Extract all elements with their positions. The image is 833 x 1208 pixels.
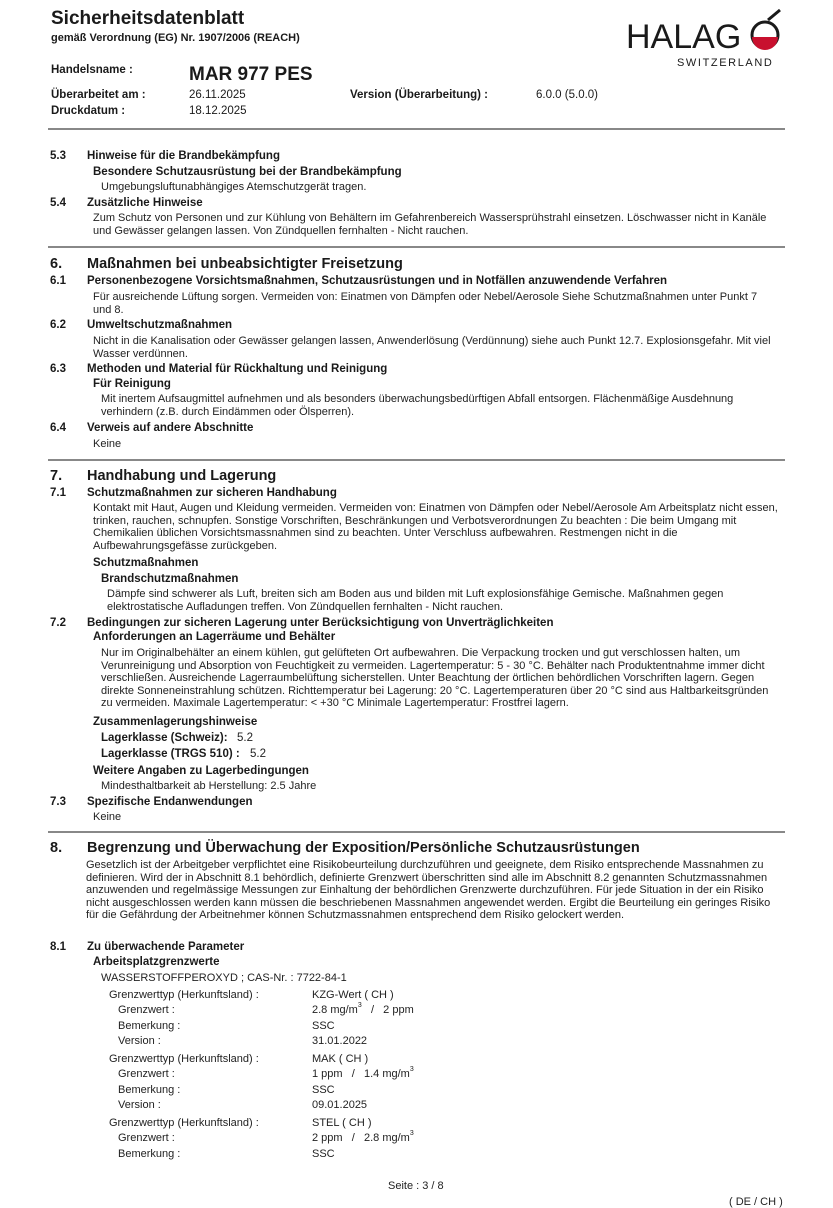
version-label: Version : bbox=[118, 1099, 161, 1111]
limit-value: 2 ppm / 2.8 $mg/m^3$ bbox=[312, 1130, 414, 1144]
limit-type-value: KZG-Wert ( CH ) bbox=[312, 989, 394, 1001]
paragraph: Dämpfe sind schwerer als Luft, breiten sich am Boden aus und bilden mit Luft explosionsfähige Gemische. Maßnahmen gegen elektrostatische Aufladungen treffen. Von Zündquellen fernhalten - Nicht rauchen. bbox=[107, 588, 724, 613]
storage-class-trgs-value: 5.2 bbox=[250, 748, 266, 760]
chapter-title: Maßnahmen bei unbeabsichtigter Freisetzung bbox=[87, 256, 403, 272]
chapter-title: Handhabung und Lagerung bbox=[87, 468, 277, 484]
version-value: 31.01.2022 bbox=[312, 1035, 368, 1047]
section-heading: Methoden und Material für Rückhaltung und Reinigung bbox=[87, 363, 388, 375]
version-label: Version : bbox=[118, 1035, 161, 1047]
trade-name-label: Handelsname : bbox=[51, 64, 133, 76]
paragraph: Umgebungsluftunabhängiges Atemschutzgerät tragen. bbox=[101, 181, 367, 193]
paragraph: Keine bbox=[93, 811, 122, 823]
section-divider bbox=[48, 459, 785, 461]
subsection-heading: Schutzmaßnahmen bbox=[93, 557, 199, 569]
version-label: Version (Überarbeitung) : bbox=[350, 89, 489, 101]
paragraph: Kontakt mit Haut, Augen und Kleidung vermeiden. Vermeiden von: Einatmen von Dämpfen oder Nebel/Aerosole Am Arbeitsplatz nicht essen, trinken, rauchen, schnupfen. Sonstige Vorschriften, Beschränkungen und Verbotsverordnungen Zu beachten : Die beim Umgang mit Chemikalien üblichen Vorsichtsmassnahmen sind zu beachten. Unter Verschluss aufbewahren. Restmengen nicht in die Aufbewahrungsgefässe zurückgeben. bbox=[93, 502, 778, 552]
section-heading: Schutzmaßnahmen zur sicheren Handhabung bbox=[87, 487, 337, 499]
limit-type-label: Grenzwerttyp (Herkunftsland) : bbox=[109, 989, 259, 1001]
storage-class-ch-label: Lagerklasse (Schweiz): bbox=[101, 732, 228, 744]
chapter-number: 6. bbox=[50, 256, 63, 272]
limit-type-value: MAK ( CH ) bbox=[312, 1053, 369, 1065]
limit-label: Grenzwert : bbox=[118, 1132, 175, 1144]
limit-value: 2.8 $mg/m^3$ / 2 ppm bbox=[312, 1002, 414, 1016]
section-heading: Personenbezogene Vorsichtsmaßnahmen, Schutzausrüstungen und in Notfällen anzuwendende Verfahren bbox=[87, 275, 667, 287]
revised-label: Überarbeitet am : bbox=[51, 89, 146, 101]
section-heading: Zusätzliche Hinweise bbox=[87, 197, 203, 209]
paragraph: Gesetzlich ist der Arbeitgeber verpflichtet eine Risikobeurteilung durchzuführen und geeignete, dem Risiko entsprechende Massnahmen zu definieren. Wird der in Abschnitt 8.1 behördlich, definierte Grenzwert überschritten sind alle im Abschnitt 8.2 genannten Schutzmassnahmen anzuwenden und regelmässige Messungen zur Einhaltung der behördlichen Grenzwerte durchzuführen. Für jede Situation in der ein Risiko nicht ausgeschlossen werden kann müssen die beschriebenen Massnahmen angewendet werden. Ergibt die Beurteilung ein geringes Risiko für die Gefährdung der Arbeitnehmer können Schutzmassnahmen entsprechend dem Risiko gelockert werden. bbox=[86, 859, 771, 922]
paragraph: Mindesthaltbarkeit ab Herstellung: 2.5 Jahre bbox=[101, 780, 317, 792]
limit-type-label: Grenzwerttyp (Herkunftsland) : bbox=[109, 1053, 259, 1065]
limit-label: Grenzwert : bbox=[118, 1004, 175, 1016]
section-number: 6.1 bbox=[50, 275, 66, 287]
limit-type-value: STEL ( CH ) bbox=[312, 1117, 372, 1129]
header-divider bbox=[48, 128, 785, 130]
chapter-number: 8. bbox=[50, 840, 63, 856]
subsection-heading: Für Reinigung bbox=[93, 378, 171, 390]
note-label: Bemerkung : bbox=[118, 1084, 181, 1096]
section-heading: Zu überwachende Parameter bbox=[87, 941, 245, 953]
version-value: 6.0.0 (5.0.0) bbox=[536, 89, 599, 101]
paragraph: Keine bbox=[93, 438, 122, 450]
subsection-heading: Zusammenlagerungshinweise bbox=[93, 716, 258, 728]
halag-logo-icon bbox=[620, 6, 785, 70]
storage-class-trgs-label: Lagerklasse (TRGS 510) : bbox=[101, 748, 240, 760]
paragraph: Zum Schutz von Personen und zur Kühlung von Behältern im Gefahrenbereich Wassersprühstrahl einsetzen. Löschwasser nicht in Kanäle und Gewässer gelangen lassen. Von Zündquellen fernhalten - Nicht rauchen. bbox=[93, 212, 767, 237]
language-code: ( DE / CH ) bbox=[729, 1196, 783, 1208]
print-date-value: 18.12.2025 bbox=[189, 105, 247, 117]
limit-label: Grenzwert : bbox=[118, 1068, 175, 1080]
note-value: SSC bbox=[312, 1020, 335, 1032]
limit-type-label: Grenzwerttyp (Herkunftsland) : bbox=[109, 1117, 259, 1129]
section-divider bbox=[48, 831, 785, 833]
section-number: 6.3 bbox=[50, 363, 66, 375]
subsection-heading: Brandschutzmaßnahmen bbox=[101, 573, 239, 585]
note-value: SSC bbox=[312, 1084, 335, 1096]
chapter-number: 7. bbox=[50, 468, 63, 484]
subsection-heading: Besondere Schutzausrüstung bei der Brandbekämpfung bbox=[93, 166, 402, 178]
paragraph: Nicht in die Kanalisation oder Gewässer gelangen lassen, Anwenderlösung (Verdünnung) siehe auch Punkt 12.7. Explosionsgefahr. Mit viel Wasser verdünnen. bbox=[93, 335, 771, 360]
section-number: 7.3 bbox=[50, 796, 66, 808]
storage-class-ch-value: 5.2 bbox=[237, 732, 253, 744]
section-number: 6.4 bbox=[50, 422, 66, 434]
limit-value: 1 ppm / 1.4 $mg/m^3$ bbox=[312, 1066, 414, 1080]
svg-text:SWITZERLAND: SWITZERLAND bbox=[677, 57, 774, 69]
paragraph: Mit inertem Aufsaugmittel aufnehmen und als besonders überwachungsbedürftigen Abfall entsorgen. Flächenmäßige Ausdehnung verhindern (z.B. durch Eindämmen oder Ölsperren). bbox=[101, 393, 734, 418]
document-subtitle: gemäß Verordnung (EG) Nr. 1907/2006 (REACH) bbox=[51, 32, 300, 44]
section-heading: Spezifische Endanwendungen bbox=[87, 796, 253, 808]
note-label: Bemerkung : bbox=[118, 1148, 181, 1160]
section-number: 7.2 bbox=[50, 617, 66, 629]
paragraph: Für ausreichende Lüftung sorgen. Vermeiden von: Einatmen von Dämpfen oder Nebel/Aerosole Siehe Schutzmaßnahmen unter Punkt 7 und 8. bbox=[93, 291, 758, 316]
note-value: SSC bbox=[312, 1148, 335, 1160]
page-number: Seite : 3 / 8 bbox=[388, 1180, 444, 1192]
paragraph: Nur im Originalbehälter an einem kühlen, gut gelüfteten Ort aufbewahren. Die Verpackung trocken und gut verschlossen halten, um Verunreinigung und Absorption von Feuchtigkeit zu vermeiden. Lagertemperatur: 5 - 30 °C. Behälter nach Produktentnahme immer dicht verschließen. Ausreichende Lagerraumbelüftung sicherstellen. Unter Beachtung der örtlichen behördlichen Vorschriften lagern. Gegen direkte Sonneneinstrahlung schützen. Richttemperatur bei Lagerung: 20 °C. Lagertemperaturen über 20 °C sind aus Haltbarkeitsgründen zu vermeiden. Maximale Lagertemperatur: < +30 °C Minimale Lagertemperatur: Frostfrei lagern. bbox=[101, 647, 769, 710]
halag-logo bbox=[620, 6, 785, 70]
section-divider bbox=[48, 246, 785, 248]
section-number: 5.4 bbox=[50, 197, 66, 209]
subsection-heading: Arbeitsplatzgrenzwerte bbox=[93, 956, 220, 968]
document-title: Sicherheitsdatenblatt bbox=[51, 8, 245, 29]
version-value: 09.01.2025 bbox=[312, 1099, 368, 1111]
subsection-heading: Weitere Angaben zu Lagerbedingungen bbox=[93, 765, 309, 777]
trade-name: MAR 977 PES bbox=[189, 64, 313, 85]
section-heading: Umweltschutzmaßnahmen bbox=[87, 319, 233, 331]
section-heading: Verweis auf andere Abschnitte bbox=[87, 422, 254, 434]
section-number: 8.1 bbox=[50, 941, 66, 953]
subsection-heading: Anforderungen an Lagerräume und Behälter bbox=[93, 631, 336, 643]
print-date-label: Druckdatum : bbox=[51, 105, 126, 117]
note-label: Bemerkung : bbox=[118, 1020, 181, 1032]
section-heading: Bedingungen zur sicheren Lagerung unter Berücksichtigung von Unverträglichkeiten bbox=[87, 617, 554, 629]
chapter-title: Begrenzung und Überwachung der Exposition/Persönliche Schutzausrüstungen bbox=[87, 840, 640, 856]
svg-text:HALAG: HALAG bbox=[626, 18, 742, 56]
section-heading: Hinweise für die Brandbekämpfung bbox=[87, 150, 280, 162]
section-number: 6.2 bbox=[50, 319, 66, 331]
substance-line: WASSERSTOFFPEROXYD ; CAS-Nr. : 7722-84-1 bbox=[101, 972, 347, 984]
revised-value: 26.11.2025 bbox=[189, 89, 246, 101]
section-number: 7.1 bbox=[50, 487, 66, 499]
section-number: 5.3 bbox=[50, 150, 66, 162]
